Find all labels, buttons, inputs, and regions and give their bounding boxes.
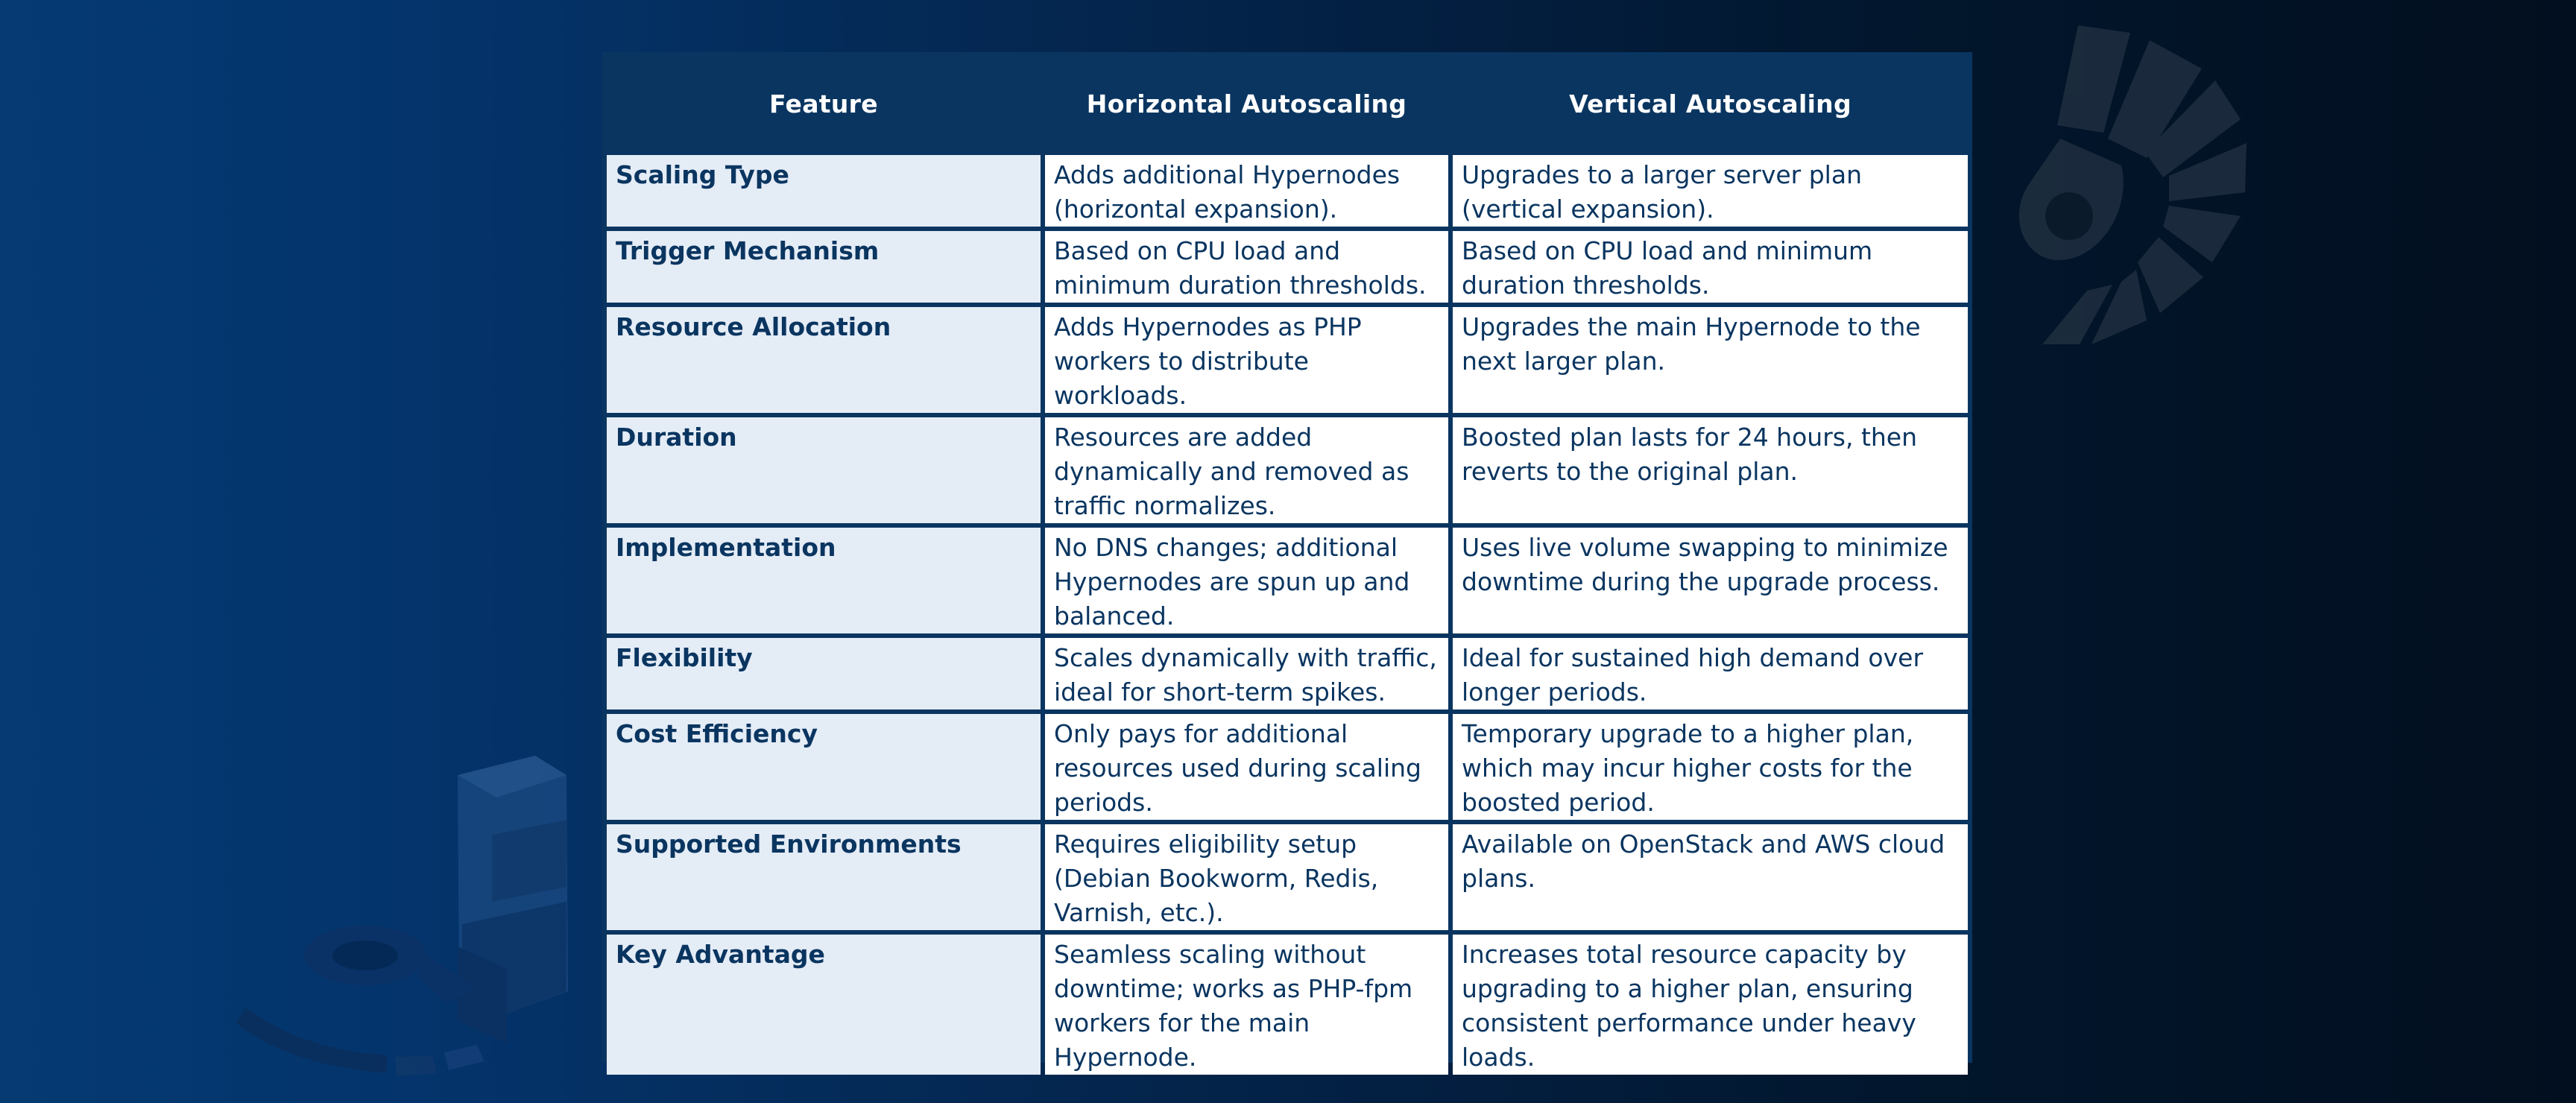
header-vertical-autoscaling: Vertical Autoscaling xyxy=(1453,57,1968,151)
vertical-cell: Based on CPU load and minimum duration thresholds. xyxy=(1453,231,1968,303)
horizontal-cell: Scales dynamically with traffic, ideal for short-term spikes. xyxy=(1045,638,1448,709)
horizontal-cell: Only pays for additional resources used during scaling periods. xyxy=(1045,714,1448,820)
feature-cell: Resource Allocation xyxy=(607,307,1041,413)
vertical-cell: Upgrades the main Hypernode to the next larger plan. xyxy=(1453,307,1968,413)
feature-cell: Flexibility xyxy=(607,638,1041,709)
table-row xyxy=(607,638,1968,709)
feature-cell: Trigger Mechanism xyxy=(607,231,1041,303)
vertical-cell: Upgrades to a larger server plan (vertical expansion). xyxy=(1453,155,1968,227)
horizontal-cell: Requires eligibility setup (Debian Bookworm, Redis, Varnish, etc.). xyxy=(1045,824,1448,930)
horizontal-cell: Seamless scaling without downtime; works as PHP-fpm workers for the main Hypernode. xyxy=(1045,935,1448,1075)
feature-cell: Cost Efficiency xyxy=(607,714,1041,820)
table-row xyxy=(607,417,1968,523)
table-row xyxy=(607,307,1968,413)
header-horizontal-autoscaling: Horizontal Autoscaling xyxy=(1045,57,1448,151)
vertical-cell: Increases total resource capacity by upgrading to a higher plan, ensuring consistent performance under heavy loads. xyxy=(1453,935,1968,1075)
gauge-hub xyxy=(2045,192,2093,240)
server-scaling-icon xyxy=(236,756,568,1076)
table-row xyxy=(607,824,1968,930)
horizontal-cell: Resources are added dynamically and removed as traffic normalizes. xyxy=(1045,417,1448,523)
vertical-cell: Temporary upgrade to a higher plan, which may incur higher costs for the boosted period. xyxy=(1453,714,1968,820)
speed-gauge-icon xyxy=(2019,25,2247,344)
feature-cell: Supported Environments xyxy=(607,824,1041,930)
table-row xyxy=(607,714,1968,820)
header-feature: Feature xyxy=(607,57,1041,151)
horizontal-cell: Adds additional Hypernodes (horizontal expansion). xyxy=(1045,155,1448,227)
feature-cell: Scaling Type xyxy=(607,155,1041,227)
vertical-cell: Boosted plan lasts for 24 hours, then reverts to the original plan. xyxy=(1453,417,1968,523)
horizontal-cell: Based on CPU load and minimum duration thresholds. xyxy=(1045,231,1448,303)
horizontal-cell: Adds Hypernodes as PHP workers to distribute workloads. xyxy=(1045,307,1448,413)
table-header-row xyxy=(607,57,1968,151)
feature-cell: Key Advantage xyxy=(607,935,1041,1075)
vertical-cell: Ideal for sustained high demand over longer periods. xyxy=(1453,638,1968,709)
table-row xyxy=(607,528,1968,633)
comparison-table xyxy=(602,52,1972,1079)
vertical-cell: Uses live volume swapping to minimize downtime during the upgrade process. xyxy=(1453,528,1968,633)
table-row xyxy=(607,935,1968,1075)
table-row xyxy=(607,155,1968,227)
horizontal-cell: No DNS changes; additional Hypernodes are spun up and balanced. xyxy=(1045,528,1448,633)
comparison-table-container xyxy=(602,52,1972,1072)
table-row xyxy=(607,231,1968,303)
vertical-cell: Available on OpenStack and AWS cloud plans. xyxy=(1453,824,1968,930)
feature-cell: Duration xyxy=(607,417,1041,523)
feature-cell: Implementation xyxy=(607,528,1041,633)
